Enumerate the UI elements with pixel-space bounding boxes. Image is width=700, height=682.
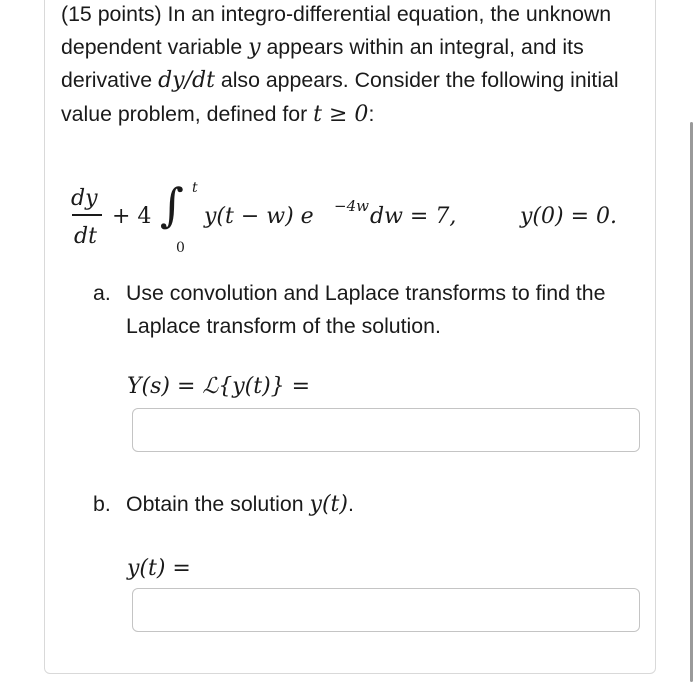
integral-lower-limit: 0 xyxy=(176,240,185,256)
part-b-lhs: y(t) = xyxy=(127,556,191,581)
part-b-label: b. xyxy=(93,492,111,516)
rhs: dw = 7, xyxy=(370,204,457,229)
part-b-text: Obtain the solution y(t). xyxy=(126,492,354,517)
part-a-label: a. xyxy=(93,281,111,305)
coefficient: + 4 xyxy=(112,204,152,229)
fraction-numerator: dy xyxy=(71,186,98,211)
integral-sign: ∫ xyxy=(160,178,184,232)
part-a-lhs: Y(s) = ℒ{y(t)} = xyxy=(127,374,311,399)
integrand: y(t − w) e xyxy=(204,204,314,229)
var-y: y xyxy=(248,34,261,60)
solution-answer-input[interactable] xyxy=(132,588,640,632)
laplace-answer-input[interactable] xyxy=(132,408,640,452)
problem-intro: (15 points) In an integro-differential equation, the unknown dependent variable y appears within an integral, and its derivative dy/dt also appears. Consider the following initial value problem, defined for t ≥ 0: xyxy=(61,2,619,127)
part-b-var: y(t) xyxy=(309,492,348,517)
fraction-denominator: dt xyxy=(74,224,97,249)
domain-condition: t ≥ 0 xyxy=(313,101,369,127)
integral-upper-limit: t xyxy=(192,180,198,196)
initial-condition: y(0) = 0. xyxy=(520,204,618,229)
scrollbar[interactable] xyxy=(690,122,693,682)
part-a-text: Use convolution and Laplace transforms to find the Laplace transform of the solution. xyxy=(126,281,606,338)
exponent: −4w xyxy=(334,197,369,215)
fraction-bar xyxy=(72,214,102,216)
derivative-symbol: dy/dt xyxy=(158,68,215,94)
